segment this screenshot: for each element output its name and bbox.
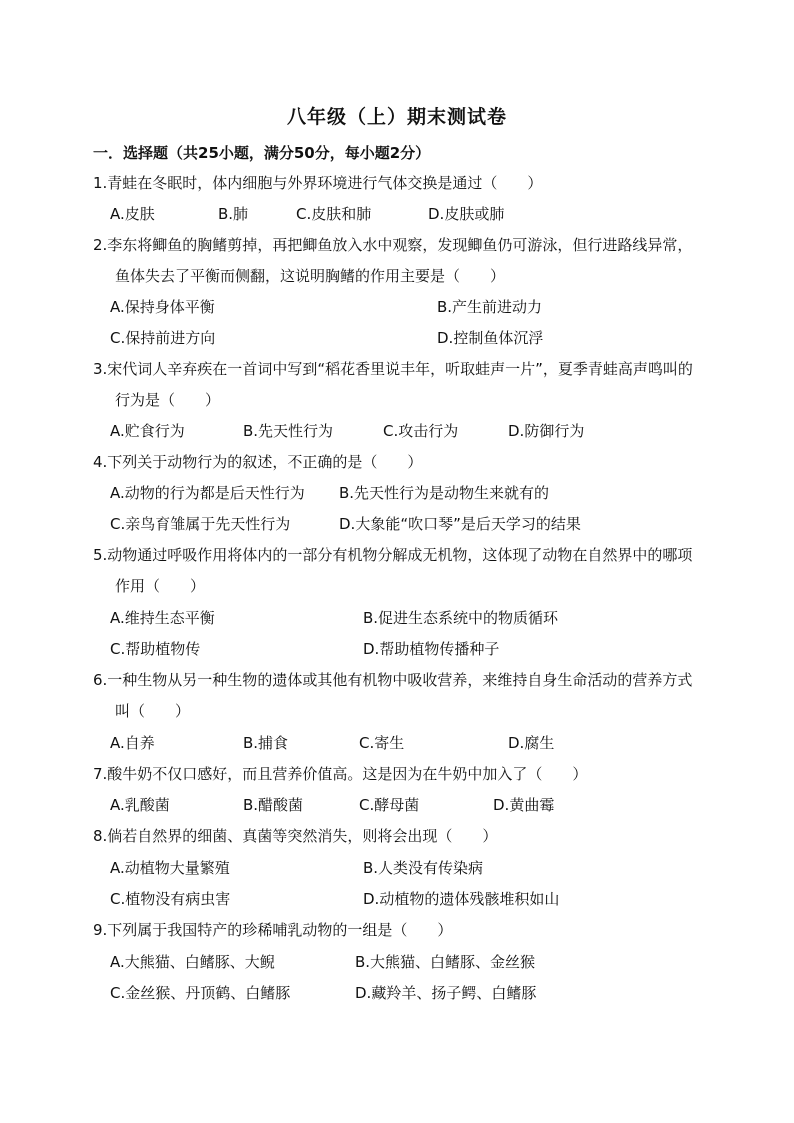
option-d[interactable]: D.藏羚羊、扬子鳄、白鳍豚: [355, 984, 537, 1002]
question-9-options-row2: [110, 978, 710, 1009]
option-a[interactable]: A.保持身体平衡: [110, 298, 215, 316]
question-5-options-row2: [110, 634, 710, 665]
question-8-options-row1: [110, 853, 710, 884]
question-3-options: [110, 416, 710, 447]
question-2-options-row2: [110, 323, 710, 354]
question-1: [93, 168, 705, 199]
option-b[interactable]: B.肺: [218, 205, 249, 223]
question-9-options-row1: [110, 947, 710, 978]
option-c[interactable]: C.帮助植物传: [110, 640, 201, 658]
option-c[interactable]: C.金丝猴、丹顶鹤、白鳍豚: [110, 984, 291, 1002]
option-b[interactable]: B.产生前进动力: [437, 298, 543, 316]
question-5: [93, 540, 705, 602]
option-c[interactable]: C.寄生: [359, 734, 405, 752]
question-stem: 8.倘若自然界的细菌、真菌等突然消失，则将会出现（ ）: [93, 827, 498, 845]
option-a[interactable]: A.动物的行为都是后天性行为: [110, 484, 305, 502]
question-8-options-row2: [110, 884, 710, 915]
option-c[interactable]: C.保持前进方向: [110, 329, 216, 347]
question-7: [93, 759, 705, 790]
option-d[interactable]: D.帮助植物传播种子: [363, 640, 500, 658]
option-b[interactable]: B.人类没有传染病: [363, 859, 484, 877]
option-d[interactable]: D.防御行为: [508, 422, 585, 440]
question-6: [93, 665, 705, 727]
section-heading: 一．选择题（共25小题，满分50分，每小题2分）: [93, 144, 431, 162]
question-stem: 1.青蛙在冬眠时，体内细胞与外界环境进行气体交换是通过（ ）: [93, 174, 543, 192]
question-stem: 2.李东将鲫鱼的胸鳍剪掉，再把鲫鱼放入水中观察，发现鲫鱼仍可游泳，但行进路线异常，鱼体失去了平衡而侧翻，这说明胸鳍的作用主要是（ ）: [93, 236, 693, 285]
option-c[interactable]: C.攻击行为: [383, 422, 459, 440]
question-stem: 3.宋代词人辛弃疾在一首词中写到“稻花香里说丰年，听取蛙声一片”，夏季青蛙高声鸣叫的行为是（ ）: [93, 360, 693, 409]
question-stem: 5.动物通过呼吸作用将体内的一部分有机物分解成无机物，这体现了动物在自然界中的哪项作用（ ）: [93, 546, 693, 595]
question-stem: 6.一种生物从另一种生物的遗体或其他有机物中吸收营养，来维持自身生命活动的营养方式叫（ ）: [93, 671, 693, 720]
option-d[interactable]: D.大象能“吹口琴”是后天学习的结果: [339, 515, 581, 533]
option-a[interactable]: A.乳酸菌: [110, 796, 170, 814]
option-a[interactable]: A.动植物大量繁殖: [110, 859, 230, 877]
question-stem: 7.酸牛奶不仅口感好，而且营养价值高。这是因为在牛奶中加入了（ ）: [93, 765, 588, 783]
question-4-options-row1: [110, 478, 710, 509]
option-d[interactable]: D.腐生: [508, 734, 555, 752]
question-stem: 9.下列属于我国特产的珍稀哺乳动物的一组是（ ）: [93, 921, 453, 939]
question-4: [93, 447, 705, 478]
option-c[interactable]: C.植物没有病虫害: [110, 890, 231, 908]
question-2-options-row1: [110, 292, 710, 323]
option-d[interactable]: D.皮肤或肺: [428, 205, 505, 223]
option-c[interactable]: C.酵母菌: [359, 796, 420, 814]
option-b[interactable]: B.醋酸菌: [243, 796, 304, 814]
question-6-options: [110, 728, 710, 759]
question-7-options: [110, 790, 710, 821]
option-b[interactable]: B.先天性行为是动物生来就有的: [339, 484, 550, 502]
option-a[interactable]: A.贮食行为: [110, 422, 185, 440]
option-d[interactable]: D.控制鱼体沉浮: [437, 329, 544, 347]
question-1-options: [110, 199, 710, 230]
question-9: [93, 915, 705, 946]
option-a[interactable]: A.皮肤: [110, 205, 155, 223]
option-c[interactable]: C.皮肤和肺: [296, 205, 372, 223]
option-a[interactable]: A.自养: [110, 734, 155, 752]
question-8: [93, 821, 705, 852]
option-b[interactable]: B.捕食: [243, 734, 289, 752]
exam-title: 八年级（上）期末测试卷: [286, 106, 507, 128]
option-d[interactable]: D.动植物的遗体残骸堆积如山: [363, 890, 560, 908]
question-3: [93, 354, 705, 416]
option-a[interactable]: A.维持生态平衡: [110, 609, 215, 627]
option-b[interactable]: B.先天性行为: [243, 422, 334, 440]
option-c[interactable]: C.亲鸟育雏属于先天性行为: [110, 515, 291, 533]
option-b[interactable]: B.大熊猫、白鳍豚、金丝猴: [355, 953, 536, 971]
option-a[interactable]: A.大熊猫、白鳍豚、大鲵: [110, 953, 275, 971]
option-b[interactable]: B.促进生态系统中的物质循环: [363, 609, 559, 627]
question-stem: 4.下列关于动物行为的叙述，不正确的是（ ）: [93, 453, 423, 471]
question-2: [93, 230, 705, 292]
question-5-options-row1: [110, 603, 710, 634]
option-d[interactable]: D.黄曲霉: [493, 796, 555, 814]
question-4-options-row2: [110, 509, 710, 540]
